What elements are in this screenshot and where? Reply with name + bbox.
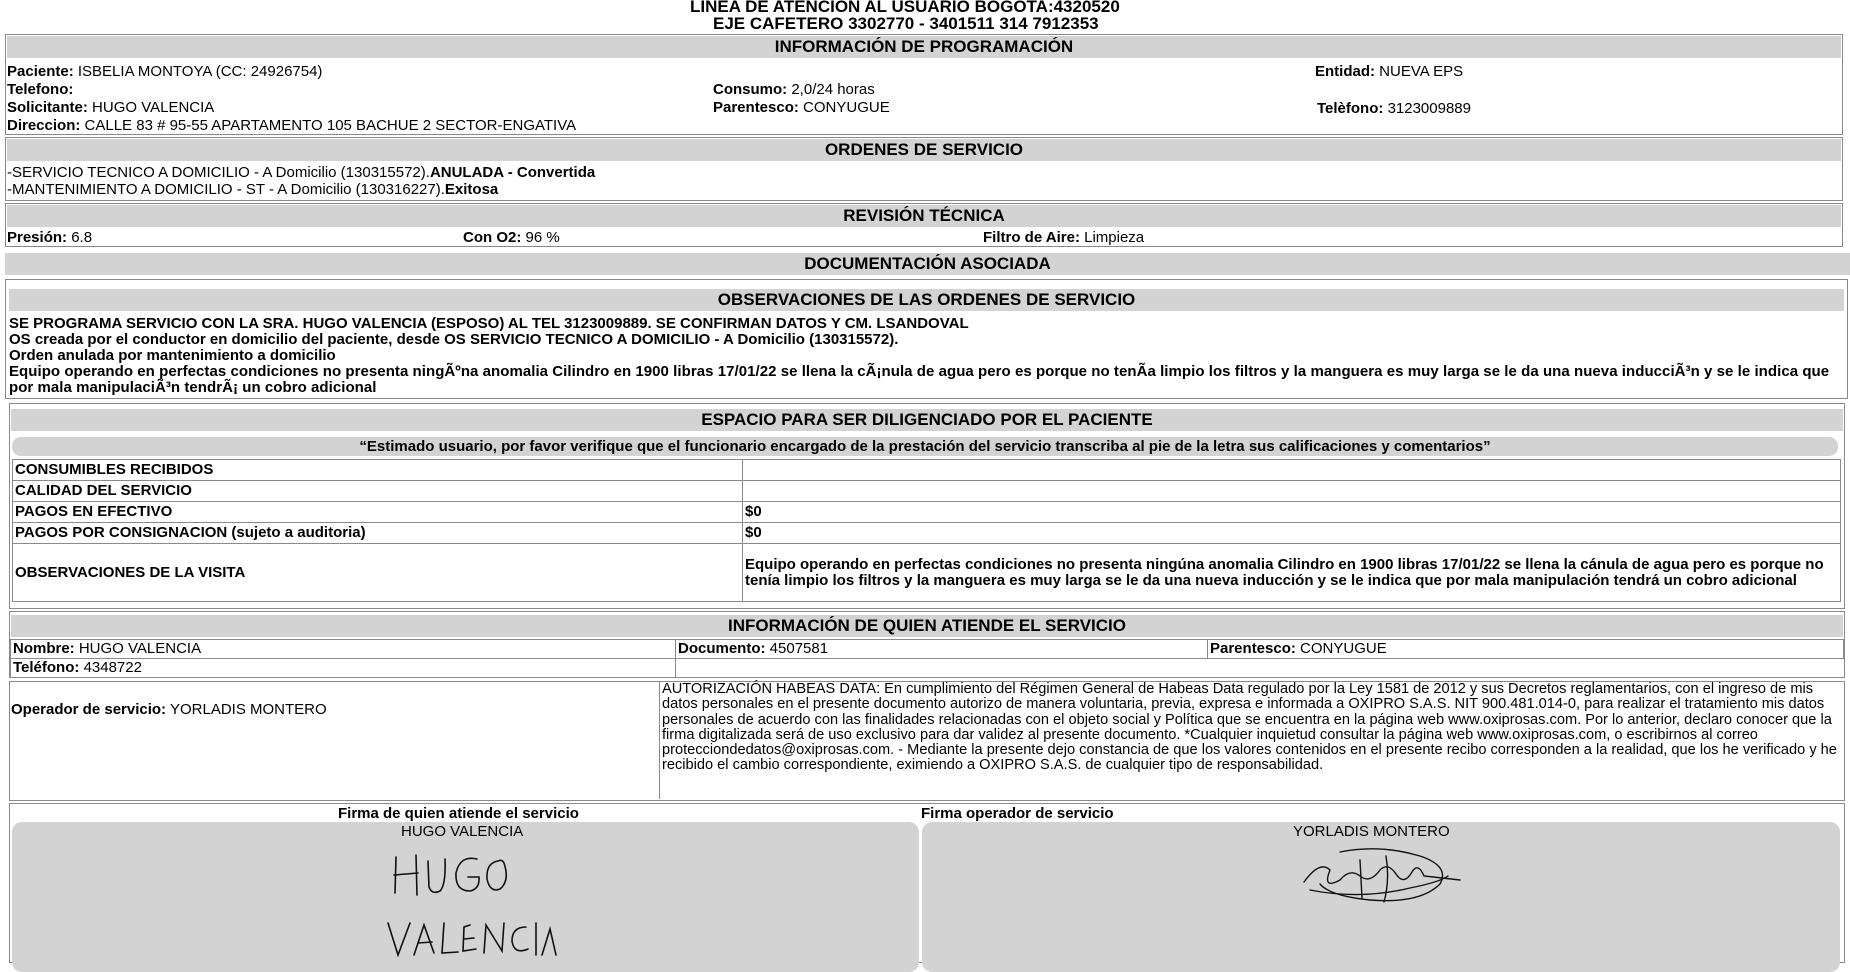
paciente-espacio-note: “Estimado usuario, por favor verifique que el funcionario encargado de la prestación del servicio transcriba al pie de la letra sus calificaciones y comentarios” <box>12 437 1838 456</box>
observacion-line: Equipo operando en perfectas condiciones no presenta ningÃºna anomalia Cilindro en 1900 libras 17/01/22 se llena la cÃ¡nula de agua pero es porque no tenÃa limpio los filtros y la manguera es muy larga se le da una nueva inducciÃ³n y se le indica que por mala manipulaciÃ³n tendrÃ¡ un cobro adicional <box>9 363 1830 396</box>
solicitante-row: Solicitante: HUGO VALENCIA <box>7 99 215 116</box>
atiende-title: INFORMACIÓN DE QUIEN ATIENDE EL SERVICIO <box>11 615 1843 637</box>
direccion-row: Direccion: CALLE 83 # 95-55 APARTAMENTO 105 BACHUE 2 SECTOR-ENGATIVA <box>7 117 577 134</box>
parentesco-row: Parentesco: CONYUGUE <box>713 99 890 116</box>
row-label: PAGOS POR CONSIGNACION (sujeto a auditoria) <box>13 523 743 544</box>
table-row <box>13 460 1841 481</box>
revision-title: REVISIÓN TÉCNICA <box>7 205 1841 227</box>
paciente-espacio-title: ESPACIO PARA SER DILIGENCIADO POR EL PACIENTE <box>11 409 1843 431</box>
row-value: $0 <box>743 502 1841 523</box>
presion-field: Presión: 6.8 <box>7 229 93 246</box>
paciente-row: Paciente: ISBELIA MONTOYA (CC: 24926754) <box>7 63 323 80</box>
paciente-espacio-table <box>12 459 1841 602</box>
observacion-line: OS creada por el conductor en domicilio del paciente, desde OS SERVICIO TECNICO A DOMICILIO - A Domicilio (130315572). <box>9 331 899 348</box>
table-row <box>11 640 1844 659</box>
row-value <box>743 481 1841 502</box>
observaciones-title: OBSERVACIONES DE LAS ORDENES DE SERVICIO <box>9 289 1844 311</box>
operador-field: Operador de servicio: YORLADIS MONTERO <box>11 701 327 718</box>
documento-cell: Documento: 4507581 <box>676 640 1208 659</box>
row-value: Equipo operando en perfectas condiciones no presenta ningúna anomalia Cilindro en 1900 libras 17/01/22 se llena la cánula de agua pero es porque no tenía limpio los filtros y la manguera es muy larga se le da una nueva inducción y se le indica que por mala manipulación tendrá un cobro adicional <box>743 544 1841 602</box>
o2-field: Con O2: 96 % <box>463 229 560 246</box>
observacion-line: Orden anulada por mantenimiento a domicilio <box>9 347 336 364</box>
programacion-title: INFORMACIÓN DE PROGRAMACIÓN <box>7 36 1841 58</box>
table-row <box>13 502 1841 523</box>
filtro-field: Filtro de Aire: Limpieza <box>983 229 1145 246</box>
parentesco-cell: Parentesco: CONYUGUE <box>1208 640 1844 659</box>
atiende-table <box>10 639 1844 678</box>
firma-operador-name: YORLADIS MONTERO <box>1293 823 1450 840</box>
ordenes-title: ORDENES DE SERVICIO <box>7 139 1841 161</box>
row-value <box>743 460 1841 481</box>
row-label: OBSERVACIONES DE LA VISITA <box>13 544 743 602</box>
table-row <box>13 481 1841 502</box>
handwritten-signature-atiende <box>380 845 580 960</box>
telefono-row: Telefono: <box>7 81 74 98</box>
documentacion-title: DOCUMENTACIÓN ASOCIADA <box>5 253 1850 275</box>
row-label: CONSUMIBLES RECIBIDOS <box>13 460 743 481</box>
row-label: CALIDAD DEL SERVICIO <box>13 481 743 502</box>
entidad-row: Entidad: NUEVA EPS <box>1315 63 1464 80</box>
firma-operador-title: Firma operador de servicio <box>921 805 1114 822</box>
table-row <box>13 544 1841 602</box>
table-row <box>11 659 1844 678</box>
telefono-cell: Teléfono: 4348722 <box>11 659 676 678</box>
observacion-line: SE PROGRAMA SERVICIO CON LA SRA. HUGO VALENCIA (ESPOSO) AL TEL 3123009889. SE CONFIRMAN DATOS Y CM. LSANDOVAL <box>9 315 969 332</box>
firma-atiende-name: HUGO VALENCIA <box>401 823 524 840</box>
observaciones-text <box>9 316 1841 396</box>
habeas-data-text: AUTORIZACIÓN HABEAS DATA: En cumplimiento del Régimen General de Habeas Data regulado por la Ley 1581 de 2012 y sus Decretos reglamentarios, con el ingreso de mis datos personales en el presente documento autorizo de manera voluntaria, previa, expresa e informada a OXIPRO S.A.S. NIT 900.481.014-0, para realizar el tratamiento mis datos personales de acuerdo con las finalidades relacionadas con el objeto social y Política que se encuentra en la página web www.oxiprosas.com. Por lo anterior, declaro conocer que la firma digitalizada será de uso exclusivo para dar validez al presente documento. *Cualquier inquietud consultar la página web www.oxiprosas.com, o escribirnos al correo protecciondedatos@oxiprosas.com. - Mediante la presente dejo constancia de que los valores contenidos en el presente recibo corresponden a la realidad, que los he verificado y he recibido el cambio correspondiente, eximiendo a OXIPRO S.A.S. de cualquier tipo de responsabilidad. <box>659 682 1842 799</box>
orden-item-2: -MANTENIMIENTO A DOMICILIO - ST - A Domicilio (130316227).Exitosa <box>7 181 499 198</box>
row-label: PAGOS EN EFECTIVO <box>13 502 743 523</box>
attention-line-eje-cafetero: EJE CAFETERO 3302770 - 3401511 314 7912353 <box>713 14 1099 33</box>
nombre-cell: Nombre: HUGO VALENCIA <box>11 640 676 659</box>
orden-item-1: -SERVICIO TECNICO A DOMICILIO - A Domicilio (130315572).ANULADA - Convertida <box>7 164 596 181</box>
table-row <box>13 523 1841 544</box>
telefono2-row: Telèfono: 3123009889 <box>1317 100 1471 117</box>
consumo-row: Consumo: 2,0/24 horas <box>713 81 875 98</box>
handwritten-signature-operador <box>1300 840 1470 915</box>
attention-line-bogota: LINEA DE ATENCION AL USUARIO BOGOTA:4320520 <box>690 0 1120 16</box>
empty-cell <box>676 659 1844 678</box>
firma-atiende-title: Firma de quien atiende el servicio <box>338 805 579 822</box>
row-value: $0 <box>743 523 1841 544</box>
